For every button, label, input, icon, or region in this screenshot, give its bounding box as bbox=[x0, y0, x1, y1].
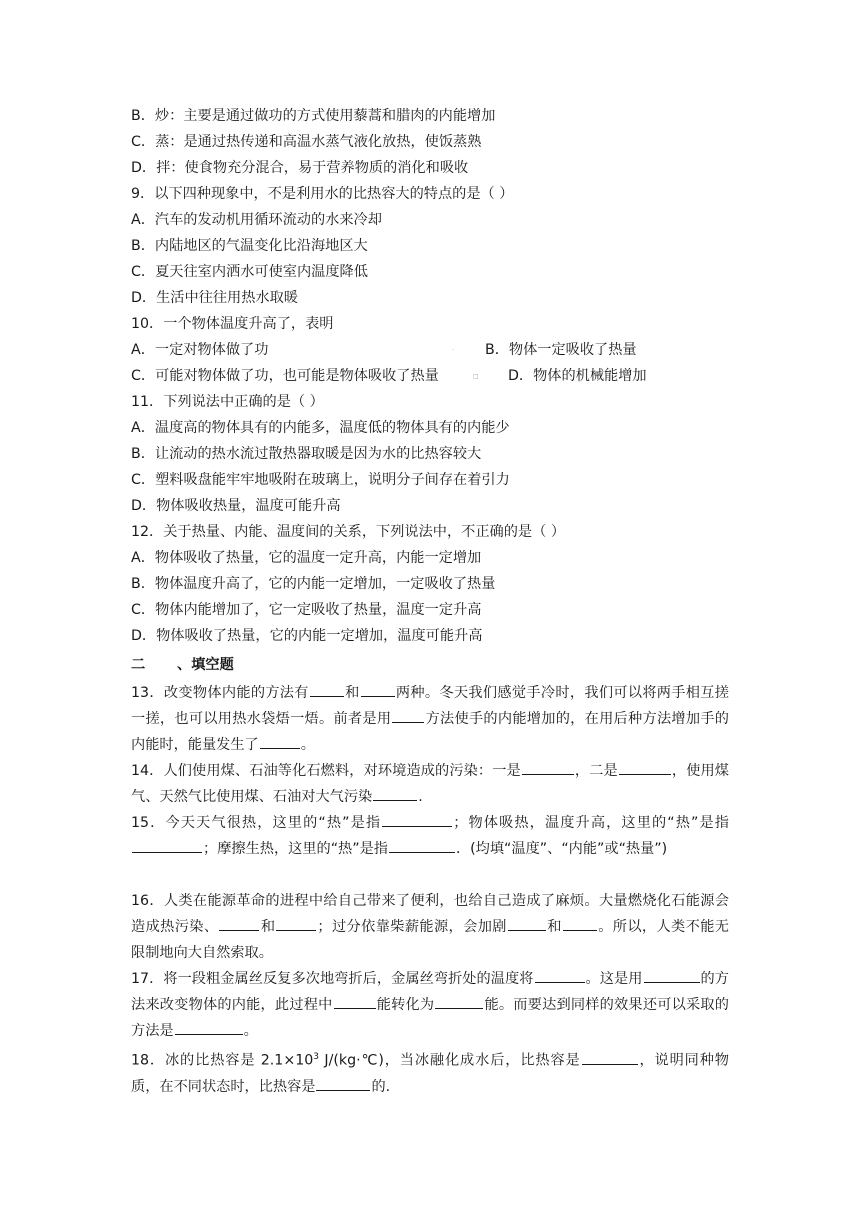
q15-text: ；物体吸热，温度升高，这里的“热”是指 bbox=[453, 815, 729, 831]
q16-text: 。所以，人类不能无限制地向大自然索取。 bbox=[131, 919, 729, 961]
q10-option-b: B．物体一定吸收了热量 bbox=[485, 342, 637, 358]
q16-text: 16．人类在能源革命的进程中给自己带来了便利，也给自己造成了麻烦。大量燃烧化石能源会造成热污染、 bbox=[131, 893, 729, 935]
q8-option-c: C．蒸：是通过热传递和高温水蒸气液化放热，使饭蒸熟 bbox=[131, 134, 482, 150]
q9-stem: 9．以下四种现象中，不是利用水的比热容大的特点的是（ ） bbox=[131, 186, 514, 202]
q18-text: 18．冰的比热容是 2.1×10 bbox=[131, 1052, 314, 1069]
q14-text: 14．人们使用煤、石油等化石燃料，对环境造成的污染：一是 bbox=[131, 763, 521, 779]
q8-option-b: B．炒：主要是通过做功的方式使用藜蒿和腊肉的内能增加 bbox=[131, 108, 496, 124]
answer-blank[interactable] bbox=[389, 838, 455, 853]
q17-text: 。 bbox=[243, 1023, 258, 1039]
answer-blank[interactable] bbox=[619, 760, 671, 775]
stray-mark: □ bbox=[473, 373, 479, 380]
q11-option-b: B．让流动的热水流过散热器取暖是因为水的比热容较大 bbox=[131, 446, 482, 462]
q17-text: 。这是用 bbox=[585, 971, 643, 987]
q10-option-d: D．物体的机械能增加 bbox=[508, 368, 647, 384]
q9-option-b: B．内陆地区的气温变化比沿海地区大 bbox=[131, 238, 368, 254]
q10-option-a: A．一定对物体做了功 bbox=[131, 342, 269, 358]
q18-exponent: 3 bbox=[313, 1052, 320, 1062]
q12-option-a: A．物体吸收了热量，它的温度一定升高，内能一定增加 bbox=[131, 550, 482, 566]
section-number: 二 bbox=[131, 657, 146, 673]
q13-paragraph bbox=[131, 680, 729, 758]
q14-text: . bbox=[418, 789, 423, 805]
q10-stem: 10．一个物体温度升高了，表明 bbox=[131, 316, 334, 332]
q9-option-a: A．汽车的发动机用循环流动的水来冷却 bbox=[131, 212, 382, 228]
q13-text: 方法使手的内能增加的，在用后种方法增加手的内能时，能量发生了 bbox=[131, 711, 729, 753]
answer-blank[interactable] bbox=[361, 682, 395, 697]
q17-text: 的方法来改变物体的内能，此过程中 bbox=[131, 971, 729, 1013]
q16-text: 和 bbox=[546, 919, 562, 935]
q15-text: ；摩擦生热，这里的“热”是指 bbox=[203, 841, 388, 857]
stray-mark: · bbox=[452, 347, 454, 354]
answer-blank[interactable] bbox=[373, 786, 417, 801]
answer-blank[interactable] bbox=[310, 682, 344, 697]
q13-text: 两种。冬天我们感觉手冷时，我们可以将两手相互搓一搓，也可以用热水袋焐一焐。前者是用 bbox=[131, 685, 729, 727]
q14-text: ，使用煤气、天然气比使用煤、石油对大气污染 bbox=[131, 763, 729, 805]
q15-text: 15．今天天气很热，这里的“热”是指 bbox=[131, 815, 382, 831]
answer-blank[interactable] bbox=[175, 1020, 243, 1035]
answer-blank[interactable] bbox=[563, 916, 597, 931]
answer-blank[interactable] bbox=[508, 916, 546, 931]
q11-option-c: C．塑料吸盘能牢牢地吸附在玻璃上，说明分子间存在着引力 bbox=[131, 472, 510, 488]
q16-text: ；过分依靠柴薪能源，会加剧 bbox=[317, 919, 507, 935]
q13-text: 13．改变物体内能的方法有 bbox=[131, 685, 309, 701]
q13-text: 。 bbox=[300, 737, 315, 753]
answer-blank[interactable] bbox=[132, 838, 202, 853]
answer-blank[interactable] bbox=[219, 916, 259, 931]
q10-option-c: C．可能对物体做了功，也可能是物体吸收了热量 bbox=[131, 368, 439, 384]
q16-text: 和 bbox=[260, 919, 276, 935]
q17-text: 能。而要达到同样的效果还可以采取的方法是 bbox=[131, 997, 729, 1039]
q9-option-c: C．夏天往室内洒水可使室内温度降低 bbox=[131, 264, 368, 280]
answer-blank[interactable] bbox=[382, 812, 452, 827]
q12-option-c: C．物体内能增加了，它一定吸收了热量，温度一定升高 bbox=[131, 602, 482, 618]
answer-blank[interactable] bbox=[522, 760, 574, 775]
q14-paragraph bbox=[131, 758, 729, 810]
q17-paragraph bbox=[131, 966, 729, 1044]
q18-text: ，说明同种物质，在不同状态时，比热容是 bbox=[131, 1052, 729, 1095]
q18-paragraph bbox=[131, 1044, 729, 1100]
q17-text: 能转化为 bbox=[376, 997, 435, 1013]
q13-text: 和 bbox=[344, 685, 360, 701]
answer-blank[interactable] bbox=[276, 916, 316, 931]
answer-blank[interactable] bbox=[535, 968, 585, 983]
q10-options-row-2 bbox=[131, 366, 731, 386]
section-heading bbox=[131, 655, 234, 675]
q15-text: ．(均填“温度”、“内能”或“热量”) bbox=[455, 841, 668, 857]
section-title: 、填空题 bbox=[177, 657, 234, 673]
q8-option-d: D．拌：使食物充分混合，易于营养物质的消化和吸收 bbox=[131, 160, 469, 176]
q18-text: 的. bbox=[371, 1078, 391, 1095]
q16-paragraph bbox=[131, 888, 729, 966]
answer-blank[interactable] bbox=[260, 734, 300, 749]
answer-blank[interactable] bbox=[316, 1076, 370, 1091]
q15-paragraph bbox=[131, 810, 729, 862]
q12-option-d: D．物体吸收了热量，它的内能一定增加，温度可能升高 bbox=[131, 628, 483, 644]
answer-blank[interactable] bbox=[334, 994, 376, 1009]
q17-text: 17．将一段粗金属丝反复多次地弯折后，金属丝弯折处的温度将 bbox=[131, 971, 534, 987]
q10-options-row-1 bbox=[131, 340, 731, 360]
answer-blank[interactable] bbox=[435, 994, 483, 1009]
q12-option-b: B．物体温度升高了，它的内能一定增加，一定吸收了热量 bbox=[131, 576, 496, 592]
q12-stem: 12．关于热量、内能、温度间的关系，下列说法中，不正确的是（ ） bbox=[131, 524, 566, 540]
answer-blank[interactable] bbox=[582, 1050, 638, 1065]
q11-stem: 11．下列说法中正确的是（ ） bbox=[131, 394, 324, 410]
q11-option-a: A．温度高的物体具有的内能多，温度低的物体具有的内能少 bbox=[131, 420, 510, 436]
q11-option-d: D．物体吸收热量，温度可能升高 bbox=[131, 498, 341, 514]
answer-blank[interactable] bbox=[644, 968, 700, 983]
answer-blank[interactable] bbox=[392, 708, 424, 723]
q14-text: ，二是 bbox=[574, 763, 618, 779]
q9-option-d: D．生活中往往用热水取暖 bbox=[131, 290, 298, 306]
q18-text: J/(kg·℃)，当冰融化成水后，比热容是 bbox=[319, 1052, 581, 1069]
